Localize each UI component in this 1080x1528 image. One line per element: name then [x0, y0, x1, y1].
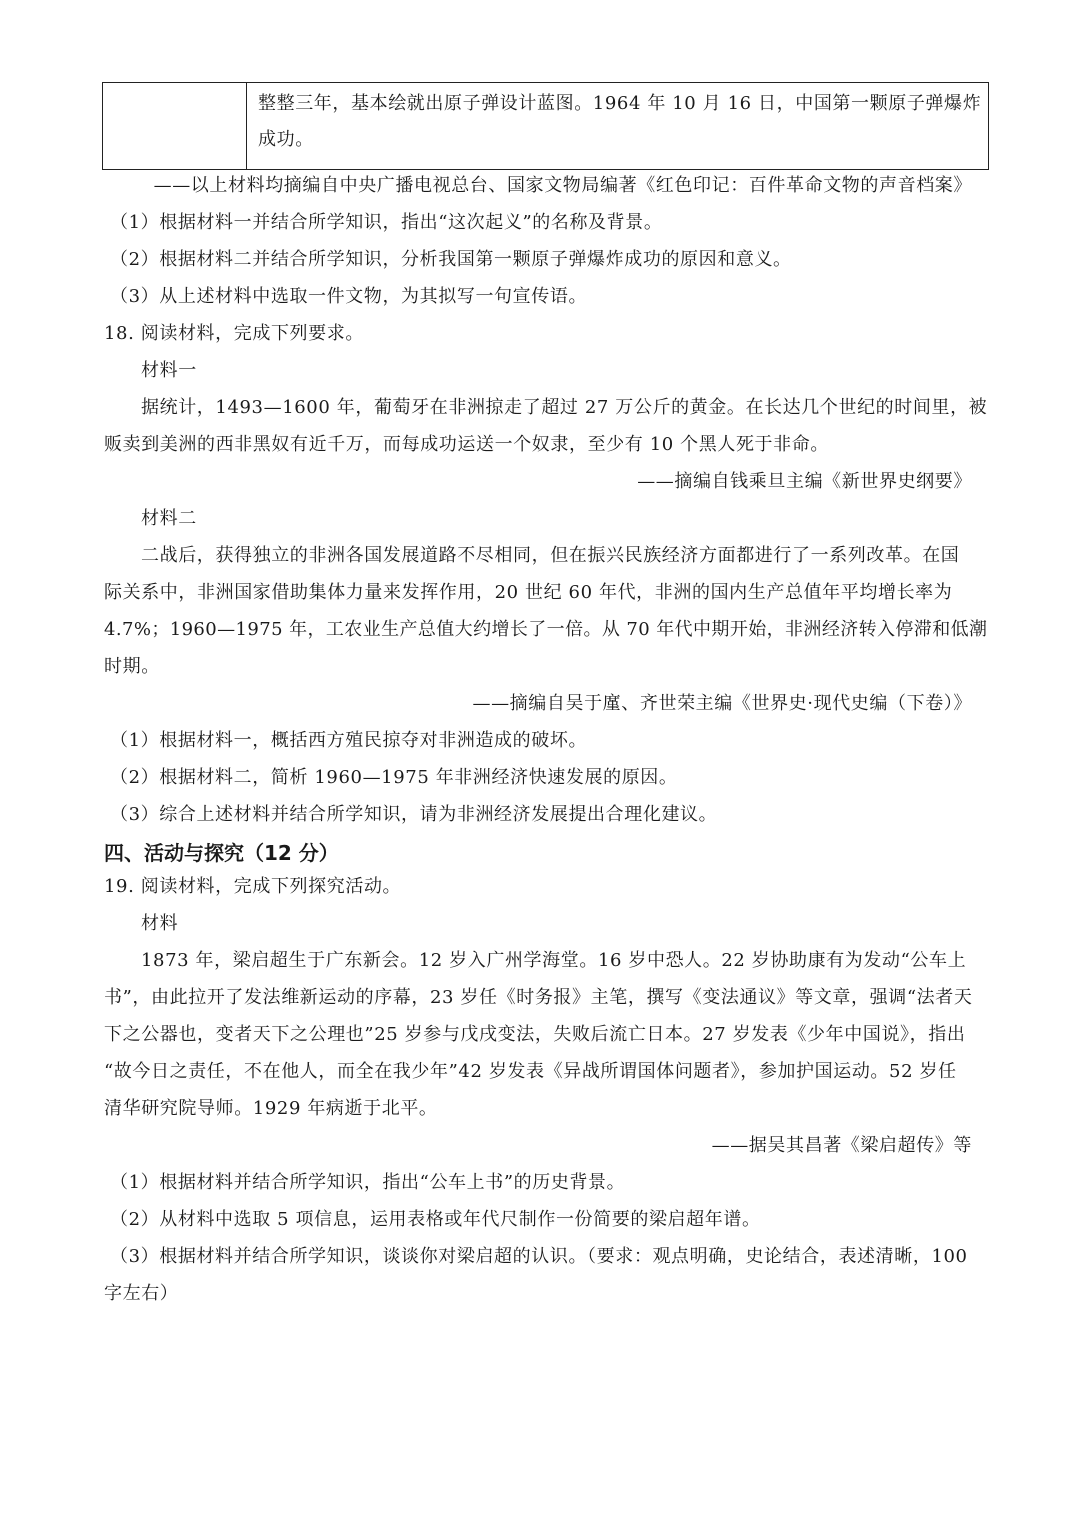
q18-material-2-line: 时期。 [104, 656, 160, 677]
q18-material-1-label: 材料一 [141, 360, 197, 381]
q19-material-line: 书”，由此拉开了发法维新运动的序幕，23 岁任《时务报》主笔，撰写《变法通议》等文章，强调“法者天 [104, 987, 973, 1008]
q19-title: 19. 阅读材料，完成下列探究活动。 [104, 876, 402, 897]
q19-question-1: （1）根据材料并结合所学知识，指出“公车上书”的历史背景。 [110, 1172, 626, 1193]
q19-source: ——据吴其昌著《梁启超传》等 [711, 1135, 972, 1156]
q17-question-2: （2）根据材料二并结合所学知识，分析我国第一颗原子弹爆炸成功的原因和意义。 [110, 249, 792, 270]
section-4-heading: 四、活动与探究（12 分） [104, 841, 339, 865]
q18-material-2-label: 材料二 [141, 508, 197, 529]
q17-question-3: （3）从上述材料中选取一件文物，为其拟写一句宣传语。 [110, 286, 588, 307]
q19-material-line: 下之公器也，变者天下之公理也”25 岁参与戊戌变法，失败后流亡日本。27 岁发表《少年中国说》，指出 [104, 1024, 966, 1045]
q18-material-2-line: 二战后，获得独立的非洲各国发展道路不尽相同，但在振兴民族经济方面都进行了一系列改革。在国 [141, 545, 960, 566]
q19-material-line: 1873 年，梁启超生于广东新会。12 岁入广州学海堂。16 岁中恐人。22 岁协助康有为发动“公车上 [141, 950, 967, 971]
table-cell-line: 成功。 [258, 129, 314, 150]
q19-question-2: （2）从材料中选取 5 项信息，运用表格或年代尺制作一份简要的梁启超年谱。 [110, 1209, 761, 1230]
q18-question-3: （3）综合上述材料并结合所学知识，请为非洲经济发展提出合理化建议。 [110, 804, 718, 825]
table-cell-line: 整整三年，基本绘就出原子弹设计蓝图。1964 年 10 月 16 日，中国第一颗原子弹爆炸 [258, 93, 982, 114]
q18-question-2: （2）根据材料二，简析 1960—1975 年非洲经济快速发展的原因。 [110, 767, 678, 788]
q18-question-1: （1）根据材料一，概括西方殖民掠夺对非洲造成的破坏。 [110, 730, 588, 751]
q17-source: ——以上材料均摘编自中央广播电视总台、国家文物局编著《红色印记：百件革命文物的声音档案》 [153, 175, 972, 196]
q18-material-2-line: 际关系中，非洲国家借助集体力量来发挥作用，20 世纪 60 年代，非洲的国内生产总值年平均增长率为 [104, 582, 953, 603]
q18-title: 18. 阅读材料，完成下列要求。 [104, 323, 364, 344]
q19-question-3: （3）根据材料并结合所学知识，谈谈你对梁启超的认识。（要求：观点明确，史论结合，表述清晰，100 [110, 1246, 968, 1267]
table-column-divider [246, 83, 247, 169]
q18-material-1-line: 贩卖到美洲的西非黑奴有近千万，而每成功运送一个奴隶，至少有 10 个黑人死于非命。 [104, 434, 829, 455]
q19-material-label: 材料 [141, 913, 179, 934]
q18-material-2-source: ——摘编自吴于廑、齐世荣主编《世界史·现代史编（下卷）》 [472, 693, 972, 714]
q18-material-1-line: 据统计，1493—1600 年，葡萄牙在非洲掠走了超过 27 万公斤的黄金。在长达几个世纪的时间里，被 [141, 397, 988, 418]
q18-material-2-line: 4.7%；1960—1975 年，工农业生产总值大约增长了一倍。从 70 年代中期开始，非洲经济转入停滞和低潮 [104, 619, 988, 640]
q19-material-line: “故今日之责任，不在他人，而全在我少年”42 岁发表《异战所谓国体问题者》，参加护国运动。52 岁任 [104, 1061, 957, 1082]
q19-question-3-cont: 字左右） [104, 1283, 179, 1304]
q18-material-1-source: ——摘编自钱乘旦主编《新世界史纲要》 [637, 471, 972, 492]
q17-question-1: （1）根据材料一并结合所学知识，指出“这次起义”的名称及背景。 [110, 212, 663, 233]
q19-material-line: 清华研究院导师。1929 年病逝于北平。 [104, 1098, 438, 1119]
